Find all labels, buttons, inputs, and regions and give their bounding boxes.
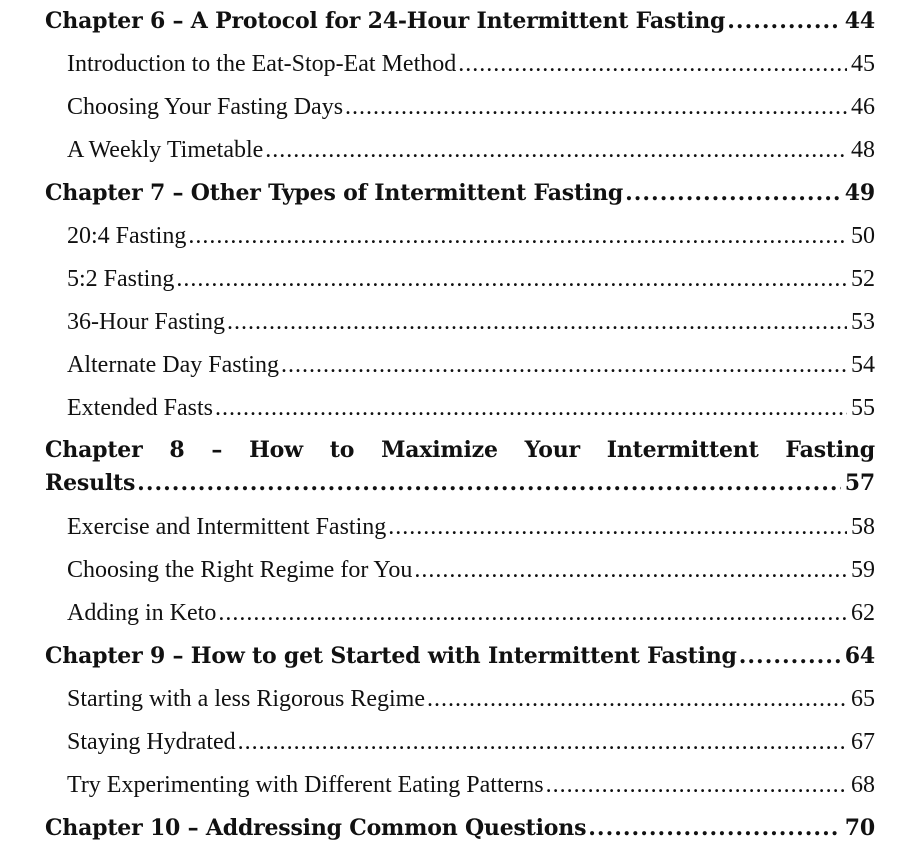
toc-section[interactable]: [45, 721, 875, 764]
toc-section[interactable]: [45, 506, 875, 549]
section-title: Starting with a less Rigorous Regime: [67, 686, 425, 712]
toc-section[interactable]: [45, 258, 875, 301]
page-number: 48: [851, 137, 875, 163]
chapter-title: Chapter 7 – Other Types of Intermittent Fasting: [45, 180, 624, 206]
dot-leader: [281, 344, 847, 387]
section-title: A Weekly Timetable: [67, 137, 264, 163]
chapter-title: Chapter 10 – Addressing Common Questions: [45, 815, 587, 841]
page-number: 49: [844, 180, 875, 206]
section-title: Extended Fasts: [67, 395, 213, 421]
toc-section[interactable]: [45, 387, 875, 430]
dot-leader: [588, 807, 841, 850]
chapter-title-line-1: Chapter 8 – How to Maximize Your Intermittent Fasting: [45, 437, 875, 463]
chapter-title: Chapter 6 – A Protocol for 24-Hour Intermittent Fasting: [45, 8, 726, 34]
toc-section[interactable]: [45, 764, 875, 807]
page-number: 65: [851, 686, 875, 712]
section-title: Alternate Day Fasting: [67, 352, 279, 378]
toc-section[interactable]: [45, 678, 875, 721]
dot-leader: [546, 764, 847, 807]
dot-leader: [265, 129, 847, 172]
page-number: 46: [851, 94, 875, 120]
toc-section[interactable]: [45, 301, 875, 344]
page-number: 55: [851, 395, 875, 421]
dot-leader: [227, 301, 847, 344]
dot-leader: [215, 387, 847, 430]
dot-leader: [727, 0, 841, 43]
section-title: Choosing the Right Regime for You: [67, 557, 413, 583]
page-number: 57: [844, 470, 875, 496]
section-title: 36-Hour Fasting: [67, 309, 225, 335]
dot-leader: [137, 467, 841, 500]
dot-leader: [739, 635, 841, 678]
page-number: 50: [851, 223, 875, 249]
toc-chapter-10[interactable]: [45, 807, 875, 850]
page-number: 52: [851, 266, 875, 292]
page-number: 45: [851, 51, 875, 77]
dot-leader: [388, 506, 847, 549]
section-title: Adding in Keto: [67, 600, 217, 626]
page-number: 62: [851, 600, 875, 626]
section-title: Try Experimenting with Different Eating Patterns: [67, 772, 544, 798]
dot-leader: [188, 215, 847, 258]
chapter-title-line-2: Results: [45, 470, 136, 496]
page-number: 68: [851, 772, 875, 798]
section-title: Introduction to the Eat-Stop-Eat Method: [67, 51, 457, 77]
page-number: 58: [851, 514, 875, 540]
toc-section[interactable]: [45, 215, 875, 258]
page-number: 64: [844, 643, 875, 669]
table-of-contents: [45, 0, 875, 850]
page-number: 59: [851, 557, 875, 583]
toc-section[interactable]: [45, 129, 875, 172]
section-title: Staying Hydrated: [67, 729, 236, 755]
toc-chapter-8[interactable]: [45, 430, 875, 506]
toc-section[interactable]: [45, 344, 875, 387]
toc-chapter-7[interactable]: [45, 172, 875, 215]
dot-leader: [218, 592, 847, 635]
section-title: 20:4 Fasting: [67, 223, 187, 249]
toc-section[interactable]: [45, 592, 875, 635]
toc-chapter-9[interactable]: [45, 635, 875, 678]
page-number: 53: [851, 309, 875, 335]
chapter-title-line-2-row: [45, 467, 875, 500]
toc-section[interactable]: [45, 86, 875, 129]
toc-section[interactable]: [45, 549, 875, 592]
dot-leader: [625, 172, 841, 215]
dot-leader: [238, 721, 847, 764]
dot-leader: [427, 678, 847, 721]
toc-chapter-6[interactable]: [45, 0, 875, 43]
chapter-title: Chapter 9 – How to get Started with Intermittent Fasting: [45, 643, 737, 669]
toc-section[interactable]: [45, 43, 875, 86]
page-number: 67: [851, 729, 875, 755]
dot-leader: [176, 258, 847, 301]
dot-leader: [414, 549, 847, 592]
section-title: Exercise and Intermittent Fasting: [67, 514, 387, 540]
section-title: Choosing Your Fasting Days: [67, 94, 344, 120]
section-title: 5:2 Fasting: [67, 266, 175, 292]
page-number: 54: [851, 352, 875, 378]
page-number: 44: [844, 8, 875, 34]
dot-leader: [345, 86, 847, 129]
page-number: 70: [844, 815, 875, 841]
dot-leader: [458, 43, 847, 86]
